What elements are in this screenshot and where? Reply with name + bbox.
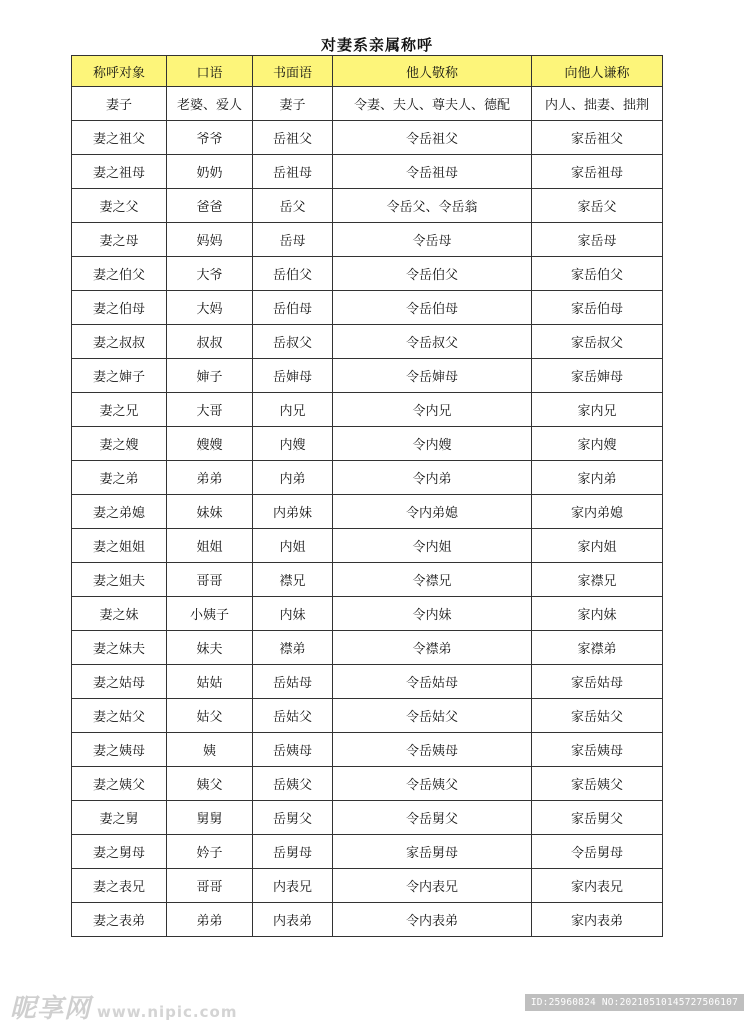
table-cell: 岳伯父 bbox=[253, 257, 333, 291]
table-cell: 爸爸 bbox=[167, 189, 253, 223]
table-cell: 家岳祖父 bbox=[532, 121, 663, 155]
table-cell: 妻之弟 bbox=[72, 461, 167, 495]
table-cell: 婶子 bbox=[167, 359, 253, 393]
table-row bbox=[72, 733, 663, 767]
table-cell: 家岳姨母 bbox=[532, 733, 663, 767]
table-cell: 妻之祖母 bbox=[72, 155, 167, 189]
table-cell: 妻之父 bbox=[72, 189, 167, 223]
table-cell: 妻之伯父 bbox=[72, 257, 167, 291]
table-cell: 令岳祖父 bbox=[333, 121, 532, 155]
table-cell: 令内表弟 bbox=[333, 903, 532, 937]
table-cell: 姨 bbox=[167, 733, 253, 767]
table-cell: 妻之舅母 bbox=[72, 835, 167, 869]
table-cell: 令内嫂 bbox=[333, 427, 532, 461]
kinship-table bbox=[71, 55, 663, 937]
column-header: 向他人谦称 bbox=[532, 56, 663, 87]
table-cell: 内弟妹 bbox=[253, 495, 333, 529]
table-cell: 内兄 bbox=[253, 393, 333, 427]
table-row bbox=[72, 835, 663, 869]
table-cell: 妻子 bbox=[72, 87, 167, 121]
table-cell: 家襟兄 bbox=[532, 563, 663, 597]
table-cell: 哥哥 bbox=[167, 563, 253, 597]
table-cell: 家内兄 bbox=[532, 393, 663, 427]
table-cell: 令内表兄 bbox=[333, 869, 532, 903]
table-cell: 家内嫂 bbox=[532, 427, 663, 461]
table-cell: 妻之叔叔 bbox=[72, 325, 167, 359]
column-header: 他人敬称 bbox=[333, 56, 532, 87]
table-cell: 襟弟 bbox=[253, 631, 333, 665]
table-cell: 家岳伯母 bbox=[532, 291, 663, 325]
table-cell: 妻子 bbox=[253, 87, 333, 121]
column-header: 书面语 bbox=[253, 56, 333, 87]
table-cell: 家岳父 bbox=[532, 189, 663, 223]
table-cell: 妻之姑父 bbox=[72, 699, 167, 733]
table-cell: 家内弟媳 bbox=[532, 495, 663, 529]
table-cell: 妹夫 bbox=[167, 631, 253, 665]
table-cell: 小姨子 bbox=[167, 597, 253, 631]
table-cell: 家岳伯父 bbox=[532, 257, 663, 291]
watermark-url: www.nipic.com bbox=[97, 1003, 238, 1021]
table-cell: 令内弟媳 bbox=[333, 495, 532, 529]
table-cell: 爷爷 bbox=[167, 121, 253, 155]
table-cell: 妗子 bbox=[167, 835, 253, 869]
table-row bbox=[72, 427, 663, 461]
column-header: 口语 bbox=[167, 56, 253, 87]
table-row bbox=[72, 155, 663, 189]
table-cell: 岳祖母 bbox=[253, 155, 333, 189]
table-cell: 家内表弟 bbox=[532, 903, 663, 937]
table-cell: 哥哥 bbox=[167, 869, 253, 903]
table-cell: 姑姑 bbox=[167, 665, 253, 699]
table-cell: 令襟兄 bbox=[333, 563, 532, 597]
table-cell: 妻之兄 bbox=[72, 393, 167, 427]
table-cell: 妻之伯母 bbox=[72, 291, 167, 325]
table-cell: 岳婶母 bbox=[253, 359, 333, 393]
table-cell: 妻之妹 bbox=[72, 597, 167, 631]
table-cell: 大爷 bbox=[167, 257, 253, 291]
table-cell: 岳姨父 bbox=[253, 767, 333, 801]
table-header bbox=[72, 56, 663, 87]
table-cell: 奶奶 bbox=[167, 155, 253, 189]
table-cell: 令岳父、令岳翁 bbox=[333, 189, 532, 223]
table-cell: 内弟 bbox=[253, 461, 333, 495]
table-cell: 内嫂 bbox=[253, 427, 333, 461]
table-cell: 妻之婶子 bbox=[72, 359, 167, 393]
table-row bbox=[72, 903, 663, 937]
table-cell: 家内姐 bbox=[532, 529, 663, 563]
table-row bbox=[72, 665, 663, 699]
table-row bbox=[72, 529, 663, 563]
table-row bbox=[72, 495, 663, 529]
table-row bbox=[72, 393, 663, 427]
table-row bbox=[72, 631, 663, 665]
table-cell: 令岳婶母 bbox=[333, 359, 532, 393]
table-cell: 家岳舅父 bbox=[532, 801, 663, 835]
table-cell: 令岳姑父 bbox=[333, 699, 532, 733]
table-cell: 妻之表兄 bbox=[72, 869, 167, 903]
table-cell: 家岳母 bbox=[532, 223, 663, 257]
table-cell: 令内姐 bbox=[333, 529, 532, 563]
table-cell: 老婆、爱人 bbox=[167, 87, 253, 121]
table-cell: 内表弟 bbox=[253, 903, 333, 937]
header-row bbox=[72, 56, 663, 87]
table-cell: 岳舅父 bbox=[253, 801, 333, 835]
table-cell: 妻之妹夫 bbox=[72, 631, 167, 665]
table-cell: 叔叔 bbox=[167, 325, 253, 359]
table-row bbox=[72, 563, 663, 597]
table-cell: 令岳舅父 bbox=[333, 801, 532, 835]
table-cell: 岳父 bbox=[253, 189, 333, 223]
table-cell: 令岳母 bbox=[333, 223, 532, 257]
table-cell: 妻之舅 bbox=[72, 801, 167, 835]
table-cell: 姑父 bbox=[167, 699, 253, 733]
table-cell: 令襟弟 bbox=[333, 631, 532, 665]
table-cell: 岳姑母 bbox=[253, 665, 333, 699]
table-body bbox=[72, 87, 663, 937]
table-cell: 令岳姨父 bbox=[333, 767, 532, 801]
table-row bbox=[72, 699, 663, 733]
table-cell: 妻之嫂 bbox=[72, 427, 167, 461]
table-cell: 家岳姑母 bbox=[532, 665, 663, 699]
table-cell: 家岳姨父 bbox=[532, 767, 663, 801]
table-cell: 岳祖父 bbox=[253, 121, 333, 155]
table-cell: 弟弟 bbox=[167, 903, 253, 937]
table-row bbox=[72, 291, 663, 325]
table-cell: 妻之姑母 bbox=[72, 665, 167, 699]
table-cell: 岳舅母 bbox=[253, 835, 333, 869]
table-row bbox=[72, 359, 663, 393]
table-cell: 令岳叔父 bbox=[333, 325, 532, 359]
table-cell: 岳姑父 bbox=[253, 699, 333, 733]
table-cell: 家内表兄 bbox=[532, 869, 663, 903]
table-cell: 弟弟 bbox=[167, 461, 253, 495]
table-row bbox=[72, 325, 663, 359]
table-cell: 大妈 bbox=[167, 291, 253, 325]
table-cell: 妈妈 bbox=[167, 223, 253, 257]
table-cell: 妻之姐姐 bbox=[72, 529, 167, 563]
table-cell: 岳母 bbox=[253, 223, 333, 257]
watermark-logo bbox=[10, 988, 237, 1025]
table-cell: 家岳婶母 bbox=[532, 359, 663, 393]
table-cell: 令内妹 bbox=[333, 597, 532, 631]
table-row bbox=[72, 257, 663, 291]
table-cell: 妻之祖父 bbox=[72, 121, 167, 155]
table-cell: 嫂嫂 bbox=[167, 427, 253, 461]
table-cell: 令岳伯母 bbox=[333, 291, 532, 325]
table-cell: 家内妹 bbox=[532, 597, 663, 631]
table-cell: 内姐 bbox=[253, 529, 333, 563]
table-row bbox=[72, 869, 663, 903]
table-cell: 妻之表弟 bbox=[72, 903, 167, 937]
watermark-logo-text: 昵享网 bbox=[10, 994, 92, 1024]
table-cell: 舅舅 bbox=[167, 801, 253, 835]
table-cell: 家岳姑父 bbox=[532, 699, 663, 733]
table-cell: 大哥 bbox=[167, 393, 253, 427]
table-cell: 妻之母 bbox=[72, 223, 167, 257]
table-cell: 令妻、夫人、尊夫人、德配 bbox=[333, 87, 532, 121]
table-row bbox=[72, 87, 663, 121]
table-cell: 令岳姑母 bbox=[333, 665, 532, 699]
table-cell: 妻之姨父 bbox=[72, 767, 167, 801]
table-cell: 姨父 bbox=[167, 767, 253, 801]
table-cell: 妻之姐夫 bbox=[72, 563, 167, 597]
table-cell: 令内弟 bbox=[333, 461, 532, 495]
table-cell: 岳叔父 bbox=[253, 325, 333, 359]
table-cell: 姐姐 bbox=[167, 529, 253, 563]
table-cell: 家内弟 bbox=[532, 461, 663, 495]
table-cell: 家岳祖母 bbox=[532, 155, 663, 189]
table-row bbox=[72, 461, 663, 495]
table-cell: 家襟弟 bbox=[532, 631, 663, 665]
table-cell: 令岳祖母 bbox=[333, 155, 532, 189]
table-cell: 令内兄 bbox=[333, 393, 532, 427]
table-row bbox=[72, 223, 663, 257]
column-header: 称呼对象 bbox=[72, 56, 167, 87]
table-cell: 襟兄 bbox=[253, 563, 333, 597]
table-cell: 家岳叔父 bbox=[532, 325, 663, 359]
table-row bbox=[72, 767, 663, 801]
table-cell: 令岳伯父 bbox=[333, 257, 532, 291]
table-cell: 内妹 bbox=[253, 597, 333, 631]
table-cell: 令岳姨母 bbox=[333, 733, 532, 767]
table-cell: 岳姨母 bbox=[253, 733, 333, 767]
table-cell: 内表兄 bbox=[253, 869, 333, 903]
document-title: 对妻系亲属称呼 bbox=[320, 36, 433, 54]
table-cell: 家岳舅母 bbox=[333, 835, 532, 869]
watermark-id-badge: ID:25960824 NO:20210510145727506107 bbox=[525, 994, 744, 1011]
table-cell: 内人、拙妻、拙荆 bbox=[532, 87, 663, 121]
table-cell: 妻之姨母 bbox=[72, 733, 167, 767]
table-cell: 妹妹 bbox=[167, 495, 253, 529]
table-row bbox=[72, 189, 663, 223]
table-row bbox=[72, 801, 663, 835]
table-cell: 岳伯母 bbox=[253, 291, 333, 325]
table-row bbox=[72, 121, 663, 155]
table-row bbox=[72, 597, 663, 631]
table-cell: 令岳舅母 bbox=[532, 835, 663, 869]
table-cell: 妻之弟媳 bbox=[72, 495, 167, 529]
